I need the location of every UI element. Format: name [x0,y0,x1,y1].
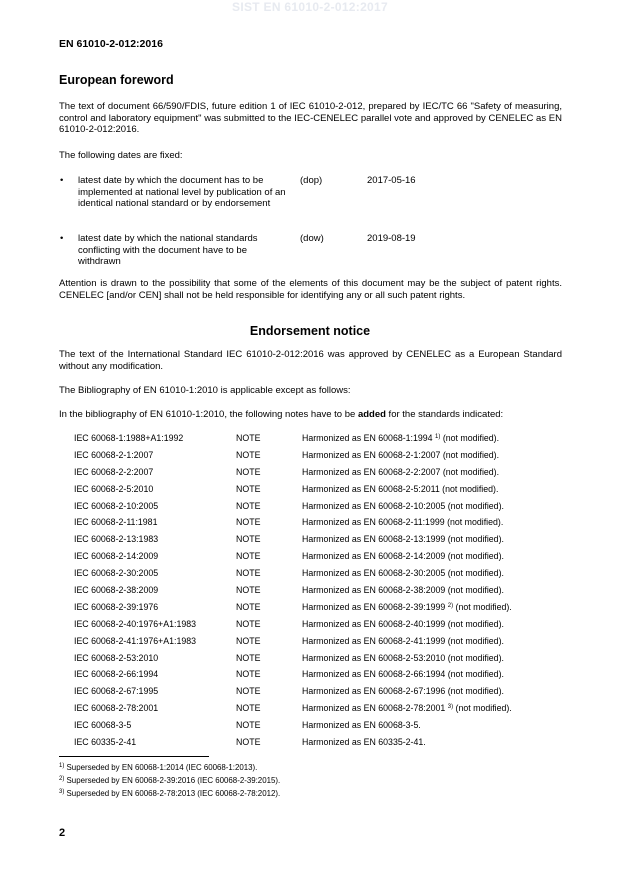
bibliography-statement: The Bibliography of EN 61010-1:2010 is applicable except as follows: [59,385,351,396]
reference-note-label: NOTE [236,635,261,646]
reference-harmonized [302,568,504,578]
harmonized-text: Harmonized as EN 60068-2-38:2009 (not modified). [302,585,504,596]
footnote-marker: 1) [435,434,441,440]
reference-harmonized [302,585,504,595]
harmonized-suffix: (not modified). [442,433,500,443]
date-item-dow [59,233,562,279]
harmonized-text: Harmonized as EN 60068-1:1994 [302,433,433,443]
harmonized-text: Harmonized as EN 60068-2-78:2001 [302,703,446,714]
reference-harmonized [302,484,498,494]
reference-harmonized [302,433,499,443]
reference-note-label: NOTE [236,720,261,731]
dates-list [59,175,562,279]
patent-attention: Attention is drawn to the possibility that some of the elements of this document may be the subject of patent rights. CENELEC [and/or CEN] shall not be held responsible for identifying any or all such patent rights. [59,278,562,301]
harmonized-text: Harmonized as EN 60068-2-39:1999 [302,601,446,612]
harmonized-suffix: (not modified). [455,601,512,612]
harmonized-suffix: (not modified). [455,703,512,714]
harmonized-text: Harmonized as EN 60068-2-14:2009 (not modified). [302,551,504,562]
reference-note-label: NOTE [236,483,261,494]
reference-standard: IEC 60068-3-5 [74,720,132,731]
date-abbreviation: (dop) [300,175,323,186]
reference-harmonized [302,551,504,561]
reference-note-label: NOTE [236,737,261,748]
reference-harmonized [302,450,499,460]
reference-harmonized [302,467,499,477]
notes-intro [59,409,562,421]
reference-harmonized [302,703,512,713]
footnote [59,787,280,800]
footnote-marker: 2) [447,602,454,609]
reference-harmonized [302,720,421,730]
reference-note-label: NOTE [236,433,261,443]
reference-harmonized [302,534,504,544]
reference-note-label: NOTE [236,703,261,714]
harmonized-text: Harmonized as EN 60068-2-13:1999 (not modified). [302,534,504,545]
harmonized-text: Harmonized as EN 60068-2-11:1999 (not modified). [302,517,504,528]
reference-harmonized [302,501,504,511]
reference-harmonized [302,517,503,527]
reference-standard: IEC 60068-2-13:1983 [74,534,159,545]
reference-standard: IEC 60068-2-67:1995 [74,686,159,697]
date-item-dop [59,175,562,233]
notes-intro-before: In the bibliography of EN 61010-1:2010, the following notes have to be [59,409,358,420]
reference-note-label: NOTE [236,449,261,460]
footnote-text: Superseded by EN 60068-2-39:2016 (IEC 60068-2-39:2015). [66,776,281,785]
reference-harmonized [302,636,504,646]
reference-standard: IEC 60068-2-10:2005 [74,500,159,511]
harmonized-text: Harmonized as EN 60068-2-10:2005 (not modified). [302,500,504,511]
reference-note-label: NOTE [236,618,261,629]
reference-standard: IEC 60068-2-5:2010 [74,483,154,494]
watermark: SIST EN 61010-2-012:2017 [232,0,388,14]
notes-intro-after: for the standards indicated: [385,409,504,420]
reference-note-label: NOTE [236,466,261,477]
reference-standard: IEC 60068-2-53:2010 [74,652,159,663]
footnotes [59,761,280,800]
foreword-heading: European foreword [59,73,174,87]
reference-standard: IEC 60068-2-1:2007 [74,449,154,460]
endorsement-heading: Endorsement notice [249,324,371,338]
date-description: latest date by which the national standards conflicting with the document have to be withdrawn [78,233,258,267]
reference-standard: IEC 60068-2-66:1994 [74,669,159,680]
reference-note-label: NOTE [236,652,261,663]
reference-note-label: NOTE [236,669,261,680]
endorsement-text: The text of the International Standard IEC 61010-2-012:2016 was approved by CENELEC as a European Standard without any modification. [59,349,562,372]
reference-harmonized [302,669,504,679]
harmonized-text: Harmonized as EN 60068-3-5. [302,720,421,731]
reference-harmonized [302,737,426,747]
dates-intro: The following dates are fixed: [59,150,183,161]
reference-harmonized [302,686,504,696]
harmonized-text: Harmonized as EN 60068-2-53:2010 (not modified). [302,652,504,663]
reference-note-label: NOTE [236,686,261,697]
reference-note-label: NOTE [236,601,261,612]
reference-standard: IEC 60335-2-41 [74,737,137,748]
harmonized-text: Harmonized as EN 60068-2-41:1999 (not modified). [302,635,504,646]
harmonized-text: Harmonized as EN 60068-2-1:2007 (not modified). [302,449,500,460]
harmonized-text: Harmonized as EN 60068-2-67:1996 (not modified). [302,686,504,697]
footnote [59,774,280,787]
reference-standard: IEC 60068-2-30:2005 [74,568,159,579]
reference-harmonized [302,653,504,663]
harmonized-text: Harmonized as EN 60068-2-5:2011 (not modified). [302,483,499,494]
reference-note-label: NOTE [236,500,261,511]
footnote-marker: 3) [447,704,454,711]
notes-intro-added: added [357,409,386,420]
footnote [59,761,280,774]
footnote-divider [59,756,209,757]
reference-note-label: NOTE [236,534,261,545]
footnote-mark: 3) [59,789,65,795]
reference-standard: IEC 60068-1:1988+A1:1992 [74,433,184,443]
date-description: latest date by which the document has to be implemented at national level by publication of an identical national standard or by endorsement [78,175,286,209]
document-id: EN 61010-2-012:2016 [59,38,163,50]
foreword-intro: The text of document 66/590/FDIS, future edition 1 of IEC 61010-2-012, prepared by IEC/TC 66 "Safety of measuring, control and laboratory equipment" was submitted to the IEC-CENELEC parallel vote and approved by CENELEC as EN 61010-2-012:2016. [59,101,562,135]
reference-note-label: NOTE [236,551,261,562]
footnote-mark: 2) [59,776,65,782]
reference-standard: IEC 60068-2-14:2009 [74,551,159,562]
harmonized-text: Harmonized as EN 60068-2-30:2005 (not modified). [302,568,504,579]
reference-standard: IEC 60068-2-38:2009 [74,585,159,596]
footnote-mark: 1) [59,763,65,769]
reference-standard: IEC 60068-2-41:1976+A1:1983 [74,635,197,646]
footnote-text: Superseded by EN 60068-2-78:2013 (IEC 60068-2-78:2012). [66,789,281,798]
reference-standard: IEC 60068-2-39:1976 [74,601,159,612]
reference-standard: IEC 60068-2-11:1981 [74,517,158,528]
reference-standard: IEC 60068-2-78:2001 [74,703,159,714]
reference-note-label: NOTE [236,517,261,528]
harmonized-text: Harmonized as EN 60335-2-41. [302,737,426,748]
page-number: 2 [59,827,66,839]
date-abbreviation: (dow) [300,233,324,244]
footnote-text: Superseded by EN 60068-1:2014 (IEC 60068-1:2013). [66,763,258,772]
reference-note-label: NOTE [236,568,261,579]
reference-note-label: NOTE [236,585,261,596]
harmonized-text: Harmonized as EN 60068-2-66:1994 (not modified). [302,669,504,680]
reference-standard: IEC 60068-2-2:2007 [74,466,154,477]
bullet: • [60,233,64,244]
date-value: 2019-08-19 [367,233,416,244]
reference-harmonized [302,602,512,612]
reference-harmonized [302,619,504,629]
bullet: • [60,175,64,186]
harmonized-text: Harmonized as EN 60068-2-40:1999 (not modified). [302,618,504,629]
date-value: 2017-05-16 [367,175,416,186]
reference-standard: IEC 60068-2-40:1976+A1:1983 [74,618,197,629]
harmonized-text: Harmonized as EN 60068-2-2:2007 (not modified). [302,466,500,477]
